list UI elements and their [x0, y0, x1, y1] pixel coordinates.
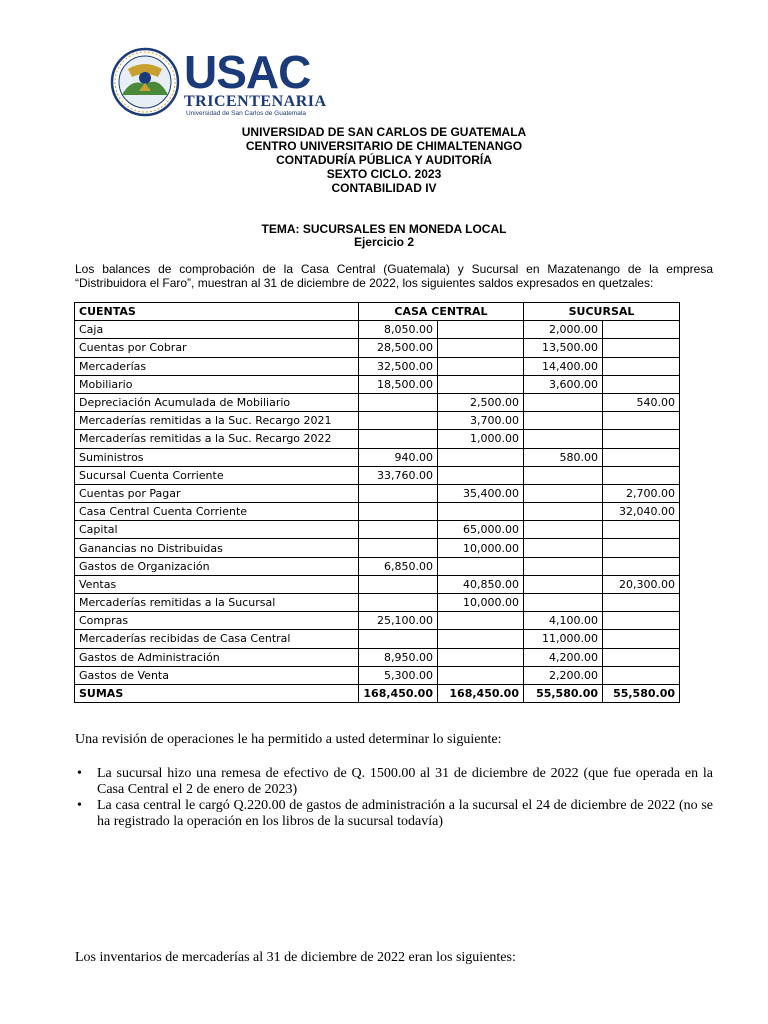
- central-debit-cell: 6,850.00: [359, 557, 438, 575]
- table-row: [75, 393, 680, 411]
- cycle-name: SEXTO CICLO. 2023: [326, 167, 442, 181]
- branch-credit-cell: [603, 375, 680, 393]
- bullet-icon: •: [77, 766, 82, 781]
- account-cell: Mercaderías remitidas a la Sucursal: [75, 594, 359, 612]
- branch-credit-cell: [603, 539, 680, 557]
- central-credit-cell: [438, 503, 524, 521]
- table-row: [75, 666, 680, 684]
- header-branch: SUCURSAL: [524, 303, 680, 321]
- table-row: [75, 612, 680, 630]
- branch-credit-cell: [603, 321, 680, 339]
- trial-balance-table-wrapper: [74, 302, 680, 703]
- branch-debit-cell: 580.00: [524, 448, 603, 466]
- branch-credit-cell: [603, 357, 680, 375]
- branch-debit-cell: 13,500.00: [524, 339, 603, 357]
- table-row: [75, 357, 680, 375]
- branch-debit-cell: [524, 575, 603, 593]
- branch-debit-cell: [524, 503, 603, 521]
- account-cell: Gastos de Venta: [75, 666, 359, 684]
- central-debit-cell: 28,500.00: [359, 339, 438, 357]
- program-name: CONTADURÍA PÚBLICA Y AUDITORÍA: [276, 153, 492, 167]
- finding-text: La sucursal hizo una remesa de efectivo de Q. 1500.00 al 31 de diciembre de 2022 (que fue operada en la Casa Central el 2 de enero de 2023): [97, 766, 713, 797]
- finding-text: La casa central le cargó Q.220.00 de gastos de administración a la sucursal el 24 de diciembre de 2022 (no se ha registrado la operación en los libros de la sucursal todavía): [97, 798, 713, 829]
- central-credit-cell: [438, 612, 524, 630]
- branch-debit-cell: 4,200.00: [524, 648, 603, 666]
- branch-debit-cell: [524, 521, 603, 539]
- central-debit-cell: 8,950.00: [359, 648, 438, 666]
- branch-credit-cell: 2,700.00: [603, 484, 680, 502]
- total-branch-debit-cell: 55,580.00: [524, 684, 603, 702]
- central-credit-cell: 10,000.00: [438, 594, 524, 612]
- account-cell: Cuentas por Pagar: [75, 484, 359, 502]
- central-debit-cell: [359, 503, 438, 521]
- branch-credit-cell: 32,040.00: [603, 503, 680, 521]
- branch-debit-cell: 2,000.00: [524, 321, 603, 339]
- branch-credit-cell: [603, 412, 680, 430]
- branch-debit-cell: [524, 557, 603, 575]
- account-cell: Mobiliario: [75, 375, 359, 393]
- central-debit-cell: 8,050.00: [359, 321, 438, 339]
- account-cell: Mercaderías recibidas de Casa Central: [75, 630, 359, 648]
- branch-credit-cell: [603, 339, 680, 357]
- university-seal-icon: [110, 47, 180, 117]
- branch-debit-cell: [524, 539, 603, 557]
- account-cell: Compras: [75, 612, 359, 630]
- central-debit-cell: [359, 594, 438, 612]
- trial-balance-table: [74, 302, 680, 703]
- table-row: [75, 430, 680, 448]
- table-row: [75, 539, 680, 557]
- usac-logo: [110, 47, 330, 123]
- inventory-intro: Los inventarios de mercaderías al 31 de diciembre de 2022 eran los siguientes:: [75, 950, 516, 965]
- central-credit-cell: [438, 666, 524, 684]
- branch-debit-cell: 4,100.00: [524, 612, 603, 630]
- topic-title: TEMA: SUCURSALES EN MONEDA LOCAL: [261, 222, 507, 236]
- account-cell: Caja: [75, 321, 359, 339]
- branch-credit-cell: [603, 466, 680, 484]
- central-debit-cell: 32,500.00: [359, 357, 438, 375]
- branch-credit-cell: [603, 521, 680, 539]
- logo-wordmark: USAC: [184, 46, 311, 98]
- account-cell: Mercaderías remitidas a la Suc. Recargo 2021: [75, 412, 359, 430]
- account-cell: Mercaderías remitidas a la Suc. Recargo 2022: [75, 430, 359, 448]
- table-row: [75, 575, 680, 593]
- central-credit-cell: 65,000.00: [438, 521, 524, 539]
- central-debit-cell: [359, 521, 438, 539]
- account-cell: Mercaderías: [75, 357, 359, 375]
- central-credit-cell: 10,000.00: [438, 539, 524, 557]
- central-credit-cell: 2,500.00: [438, 393, 524, 411]
- central-debit-cell: 25,100.00: [359, 612, 438, 630]
- account-cell: Suministros: [75, 448, 359, 466]
- branch-credit-cell: [603, 648, 680, 666]
- branch-credit-cell: [603, 594, 680, 612]
- total-central-credit-cell: 168,450.00: [438, 684, 524, 702]
- central-debit-cell: [359, 430, 438, 448]
- total-branch-credit-cell: 55,580.00: [603, 684, 680, 702]
- branch-credit-cell: [603, 430, 680, 448]
- table-row: [75, 521, 680, 539]
- branch-credit-cell: [603, 630, 680, 648]
- list-item: [75, 766, 713, 798]
- findings-list: [75, 766, 713, 830]
- review-intro: Una revisión de operaciones le ha permitido a usted determinar lo siguiente:: [75, 732, 502, 747]
- list-item: [75, 798, 713, 830]
- table-row: [75, 630, 680, 648]
- central-credit-cell: 40,850.00: [438, 575, 524, 593]
- table-row: [75, 594, 680, 612]
- account-cell: Casa Central Cuenta Corriente: [75, 503, 359, 521]
- table-row: [75, 321, 680, 339]
- central-debit-cell: [359, 484, 438, 502]
- table-row: [75, 648, 680, 666]
- central-credit-cell: [438, 630, 524, 648]
- branch-debit-cell: 3,600.00: [524, 375, 603, 393]
- branch-credit-cell: [603, 612, 680, 630]
- table-row: [75, 557, 680, 575]
- table-row: [75, 375, 680, 393]
- central-credit-cell: 3,700.00: [438, 412, 524, 430]
- branch-debit-cell: [524, 594, 603, 612]
- central-debit-cell: 940.00: [359, 448, 438, 466]
- table-row: [75, 484, 680, 502]
- branch-debit-cell: 11,000.00: [524, 630, 603, 648]
- header-accounts: CUENTAS: [75, 303, 359, 321]
- central-credit-cell: [438, 375, 524, 393]
- branch-credit-cell: [603, 557, 680, 575]
- central-debit-cell: [359, 412, 438, 430]
- branch-debit-cell: [524, 393, 603, 411]
- account-cell: Depreciación Acumulada de Mobiliario: [75, 393, 359, 411]
- branch-credit-cell: [603, 666, 680, 684]
- account-cell: Ventas: [75, 575, 359, 593]
- central-credit-cell: [438, 557, 524, 575]
- central-credit-cell: 35,400.00: [438, 484, 524, 502]
- logo-tagline: Universidad de San Carlos de Guatemala: [186, 110, 306, 117]
- table-body: [75, 321, 680, 703]
- total-account-cell: SUMAS: [75, 684, 359, 702]
- table-row: [75, 466, 680, 484]
- center-name: CENTRO UNIVERSITARIO DE CHIMALTENANGO: [245, 139, 523, 153]
- branch-credit-cell: 20,300.00: [603, 575, 680, 593]
- account-cell: Gastos de Administración: [75, 648, 359, 666]
- central-debit-cell: 33,760.00: [359, 466, 438, 484]
- central-credit-cell: [438, 357, 524, 375]
- central-credit-cell: [438, 448, 524, 466]
- account-cell: Sucursal Cuenta Corriente: [75, 466, 359, 484]
- account-cell: Ganancias no Distribuidas: [75, 539, 359, 557]
- intro-paragraph: Los balances de comprobación de la Casa Central (Guatemala) y Sucursal en Mazatenango de la empresa “Distribuidora el Faro”, muestran al 31 de diciembre de 2022, los siguientes saldos expresados en quetzales:: [75, 262, 713, 290]
- table-row: [75, 503, 680, 521]
- central-credit-cell: [438, 321, 524, 339]
- central-debit-cell: 18,500.00: [359, 375, 438, 393]
- central-credit-cell: [438, 466, 524, 484]
- central-debit-cell: [359, 575, 438, 593]
- account-cell: Capital: [75, 521, 359, 539]
- central-debit-cell: [359, 539, 438, 557]
- bullet-icon: •: [77, 798, 82, 813]
- branch-credit-cell: 540.00: [603, 393, 680, 411]
- branch-debit-cell: 14,400.00: [524, 357, 603, 375]
- account-cell: Cuentas por Cobrar: [75, 339, 359, 357]
- central-credit-cell: [438, 339, 524, 357]
- university-name: UNIVERSIDAD DE SAN CARLOS DE GUATEMALA: [241, 125, 527, 139]
- central-debit-cell: [359, 630, 438, 648]
- total-central-debit-cell: 168,450.00: [359, 684, 438, 702]
- central-debit-cell: [359, 393, 438, 411]
- header-central: CASA CENTRAL: [359, 303, 524, 321]
- exercise-number: Ejercicio 2: [353, 235, 415, 249]
- central-credit-cell: 1,000.00: [438, 430, 524, 448]
- branch-credit-cell: [603, 448, 680, 466]
- logo-subtitle: TRICENTENARIA: [184, 93, 327, 110]
- course-name: CONTABILIDAD IV: [331, 181, 437, 195]
- branch-debit-cell: [524, 484, 603, 502]
- branch-debit-cell: [524, 412, 603, 430]
- table-row: [75, 412, 680, 430]
- central-credit-cell: [438, 648, 524, 666]
- branch-debit-cell: 2,200.00: [524, 666, 603, 684]
- table-row: [75, 448, 680, 466]
- central-debit-cell: 5,300.00: [359, 666, 438, 684]
- table-header-row: [75, 303, 680, 321]
- account-cell: Gastos de Organización: [75, 557, 359, 575]
- totals-row: [75, 684, 680, 702]
- branch-debit-cell: [524, 430, 603, 448]
- branch-debit-cell: [524, 466, 603, 484]
- table-row: [75, 339, 680, 357]
